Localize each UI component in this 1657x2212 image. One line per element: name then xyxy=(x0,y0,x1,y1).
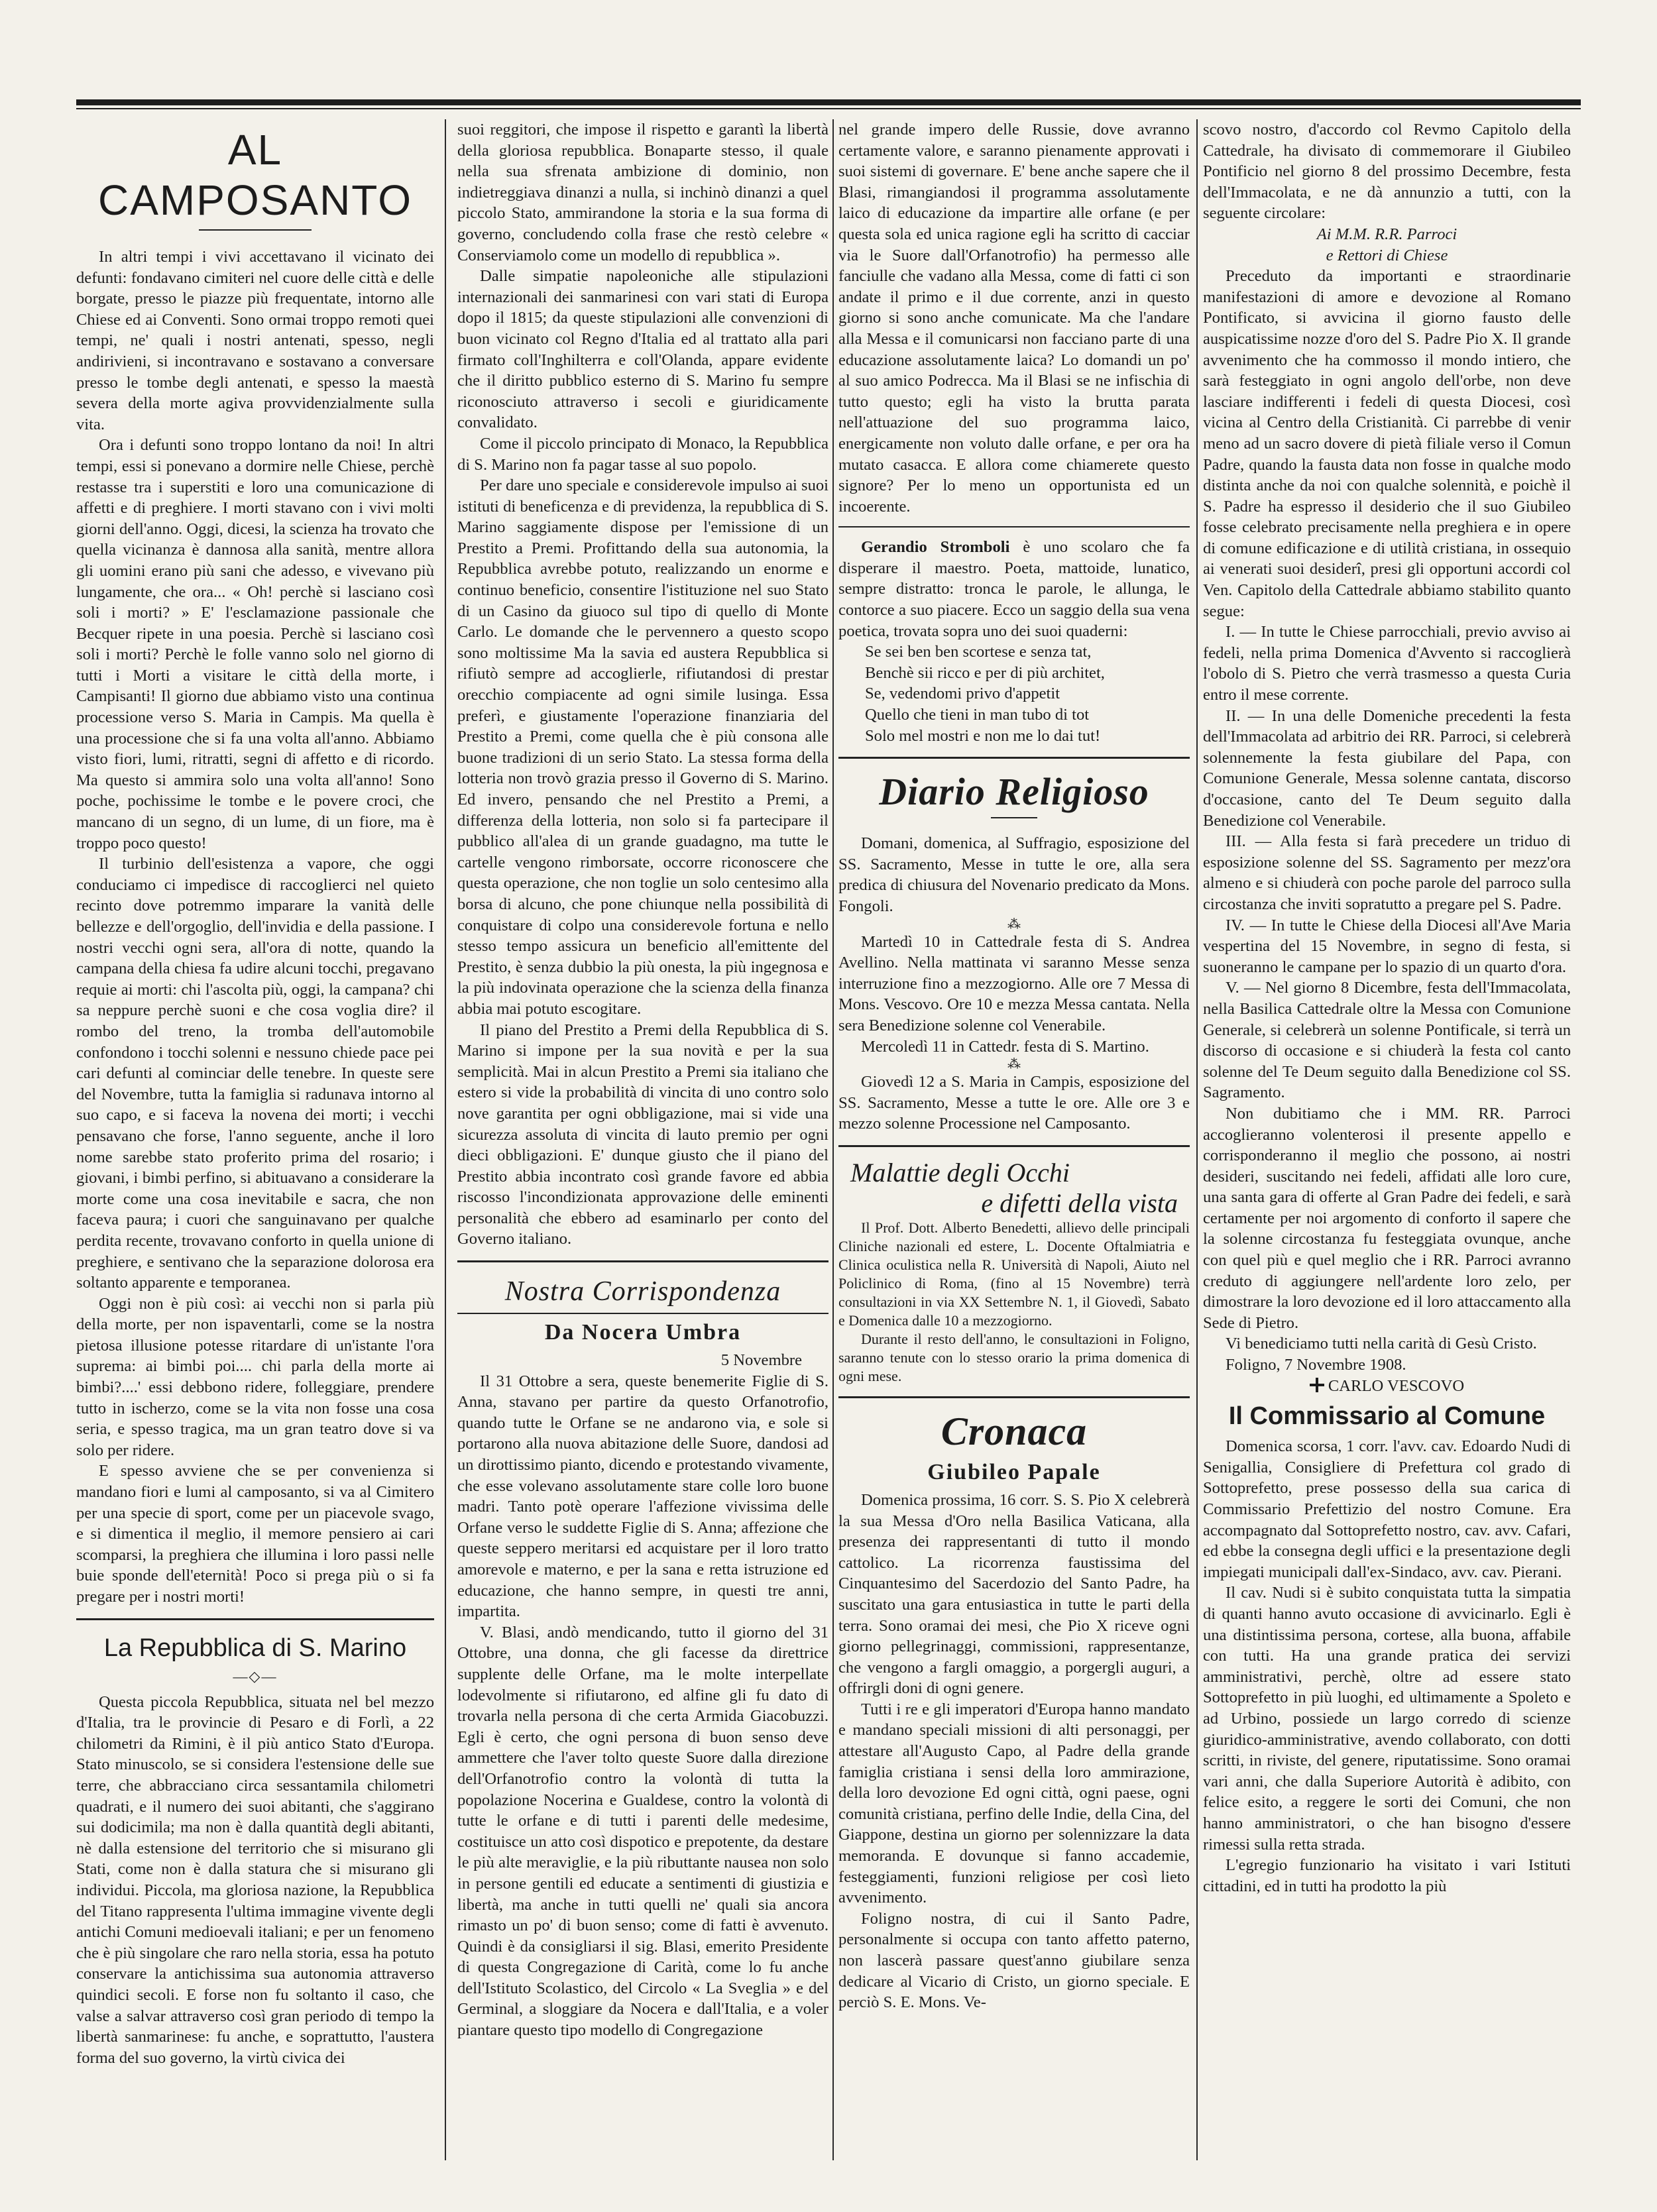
ad-title: Malattie degli Occhi xyxy=(850,1157,1070,1188)
paragraph: E spesso avviene che se per convenienza si mandano fiori e lumi al camposanto, si va al Cimitero per una specie di sport, come per un piacevole svago, e si dimentica il meglio, il memore pensiero ai cari scomparsi, la preghiera che illumina i loro passi nelle buie sponde dell'eternità! Poco si prega più o si fa pregare per i nostri morti! xyxy=(76,1462,434,1606)
paragraph: Mercoledì 11 in Cattedr. festa di S. Martino. xyxy=(861,1037,1149,1056)
paragraph xyxy=(838,537,1190,641)
paragraph: Foligno nostra, di cui il Santo Padre, personalmente si occupa con tanto affetto paterno, non lascerà passare quest'anno giubilare senza dedicare al Vicario di Cristo, un giorno speciale. E perciò S. E. Mons. Ve- xyxy=(838,1909,1190,2012)
paragraph: Il turbinio dell'esistenza a vapore, che oggi conduciamo ci impedisce di raccoglierci nel quieto recinto dove potremmo imparare la vanità delle bellezze e dell'orgoglio, dell'invidia e della passione. I nostri vecchi ogni sera, all'ora di notte, quando la campana della chiesa fa udire alcuni tocchi, pregavano requie ai morti: chi l'ascolta più, oggi, la campana? chi sa neppure perchè suoni e che cosa voglia dire? il rombo del treno, la tromba dell'automobile confondono i tocchi solenni e nessuno chiede pace pei cari defunti al cominciar delle tenebre. In queste sere del Novembre, tutta la famiglia si radunava intorno al suo capo, e si faceva la novena dei morti; i vecchi pensavano che forse, l'anno seguente, anche il loro nome sarebbe stato proferito prima del rosario; i giovani, i bimbi perfino, si abituavano a considerare la morte come una cosa inevitabile e sacra, che non faceva paura; i cuori che sanguinavano per qualche perdita recente, trovavano conforto in quella unione di preghiere, e sentivano che la separazione dolorosa era soltanto apparente e temporanea. xyxy=(76,855,434,1292)
paragraph: In altri tempi i vivi accettavano il vicinato dei defunti: fondavano cimiteri nel cuore delle città e delle borgate, presso le piazze più frequentate, intorno alle Chiese ed ai Conventi. Sono ormai troppo remoti quei tempi, ne' quali i nostri antenati, spesso, negli andirivieni, si incontravano e sostavano a conversare presso le tombe degli antenati, e spesso la maestà severa della morte agiva provvidenzialmente sulla vita. xyxy=(76,248,434,433)
section-banner: Diario Religioso xyxy=(879,770,1149,814)
ornament-icon: —◇— xyxy=(233,1667,278,1685)
verse-line: Se sei ben ben scortese e senza tat, xyxy=(865,643,1092,661)
banner-underline xyxy=(991,817,1037,818)
ad-title: e difetti della vista xyxy=(981,1188,1178,1218)
verse-line: Quello che tieni in man tubo di tot xyxy=(865,706,1090,724)
article-title: Giubileo Papale xyxy=(927,1459,1101,1484)
paragraph: III. — Alla festa si farà precedere un triduo di esposizione solenne del SS. Sagramento per mezz'ora almeno e si chiuderà con poche parole del parroco sulla circostanza che inviti sopratutto a pregare pel S. Padre. xyxy=(1203,832,1571,913)
paragraph: Oggi non è più così: ai vecchi non si parla più della morte, per non ispaventarli, come se la nostra pietosa illusione potesse ritardare di un'istante l'ora suprema: ai bimbi poi.... chi parla della morte ai bimbi?....' essi debbono ridere, folleggiare, prendere tutto in ischerzo, come se la vita non fosse una cosa seria, e spesso tragica, ma un gran teatro dove si va solo per ridere. xyxy=(76,1294,434,1459)
section-rule xyxy=(838,526,1190,527)
paragraph: Domani, domenica, al Suffragio, esposizione del SS. Sacramento, Messe in tutte le ore, alla sera predica di chiusura del Novenario predicato da Mons. Fongoli. xyxy=(838,834,1190,915)
paragraph: Tutti i re e gli imperatori d'Europa hanno mandato e mandano speciali missioni di alti personaggi, per attestare all'Augusto Capo, al Padre della grande famiglia cristiana i sensi della loro ammirazione, della loro devozione Ed ogni città, ogni paese, ogni comunità cristiana, perfino delle Indie, della Cina, del Giappone, destina un giorno per solennizzare la data memoranda. E dovunque si fanno accademie, festeggiamenti, funzioni religiose per così lieto avvenimento. xyxy=(838,1700,1190,1907)
paragraph-text: è uno scolaro che fa disperare il maestro. Poeta, mattoide, lunatico, sempre distratto: tronca le parole, le allunga, le contorce a suo piacere. Ecco un saggio della sua vena poetica, trovata sopra uno dei suoi quaderni: xyxy=(838,538,1190,640)
paragraph: scovo nostro, d'accordo col Revmo Capitolo della Cattedrale, ha divisato di commemorare il Giubileo Pontificio nel giorno 8 del prossimo Decembre, festa dell'Immacolata, e ne dà annunzio a tutti, con la seguente circolare: xyxy=(1203,121,1571,223)
paragraph: nel grande impero delle Russie, dove avranno certamente valore, e saranno pienamente approvati i suoi sistemi di governare. E' bene anche sapere che il Blasi, rimangiandosi il programma assolutamente laico di educazione da impartire alle orfane (e per questa sola ed unica ragione egli ha scritto di cacciar via le Suore dall'Orfanotrofio) ha permesso alle fanciulle che vadano alla Messa, come di fatti ci son andate il primo e il due corrente, anzi in questo giorno si sono anche comunicate. Ma che l'andare alla Messa e il comunicarsi non facciano parte di una educazione assolutamente laica? Lo domandi un po' al suo amico Podrecca. Ma il Blasi se ne infischia di tutto questo; egli ha visto la brutta parata nell'attuazione del suo programma laico, energicamente non voluto dalle orfane, e per ora ha mutato casacca. E allora come chiamerete questo signore? Per lo meno un opportunista ed un incoerente. xyxy=(838,121,1190,516)
top-rule-thin xyxy=(76,108,1581,109)
paragraph: Per dare uno speciale e considerevole impulso ai suoi istituti di beneficenza e di previdenza, la repubblica di S. Marino saggiamente dispose per l'emissione di un Prestito a Premi. Profittando della sua autonomia, la Repubblica avrebbe potuto, realizzando un enorme e continuo beneficio, consentire l'istituzione nel suo Stato di un Casino da giuoco sul tipo di quello di Monte Carlo. Le domande che le pervennero a questo scopo sono moltissime Ma la savia ed austera Repubblica si rifiutò sempre ad accoglierle, rifiutandosi di prestar orecchio compiacente ad ogni simile lusinga. Essa preferì, e giustamente l'operazione finanziaria del Prestito a Premi, come quella che è più consona alle buone tradizioni di un serio Stato. La stessa forma della lotteria non trovò grazia presso il Governo di S. Marino. Ed invero, pensando che nel Prestito a Premi, a differenza della lotteria, non solo si fa partecipare il pubblico all'alea di un grande guadagno, ma tutte le cartelle vengono rimborsate, occorre riconoscere che questa operazione, che non toglie un solo centesimo alla borsa di alcuno, che pone chiunque nella possibilità di conquistare di colpo una considerevole fortuna e nello stesso tempo assicura un beneficio all'emittente del Prestito, è senza dubbio la più onesta, la più ingegnosa e la più indovinata operazione che la scienza della finanza abbia mai potuto escogitare. xyxy=(457,476,828,1018)
dateline: Foligno, 7 Novembre 1908. xyxy=(1226,1356,1406,1374)
paragraph: Il Prof. Dott. Alberto Benedetti, allievo delle principali Cliniche nazionali ed estere, L. Docente Oftalmiatria e Clinica oculistica nella R. Università di Napoli, Aiuto nel Policlinico di Roma, (fino al 15 Novembre) terrà consultazioni in via XX Settembre N. 1, il Giovedì, Sabato e Domenica dalle 10 a mezzogiorno. xyxy=(838,1219,1190,1329)
article-title: Il Commissario al Comune xyxy=(1228,1402,1546,1431)
paragraph: Ora i defunti sono troppo lontano da noi! In altri tempi, essi si ponevano a dormire nelle Chiese, perchè restasse tra i superstiti e loro una comunicazione di affetti e di preghiere. I morti stavano con i vivi molti giorni dell'anno. Oggi, dicesi, la scienza ha trovato che quella vicinanza è dannosa alla sanità, mentre allora gli uomini erano più sani che adesso, e vivevano più lungamente, che ora... « Oh! perchè si lasciano così soli i morti? » E' l'esclamazione passionale che Becquer ripete in una poesia. Perchè si lasciano così soli i morti? Perchè le folle vanno solo nel giorno di tutti i Morti a visitare le città della morte, i Campisanti! Il giorno due abbiamo visto una continua processione verso S. Maria in Campis. Ma quella è una processione che si fa una volta all'anno. Abbiamo visto fiori, lumi, ritratti, segni di affetto e di ricordo. Ma questo si ammira solo una volta all'anno! Sono poche, pochissime le tombe e le povere croci, che mancano di un segno, di un lume, di un fiore, ma è troppo poco questo! xyxy=(76,436,434,852)
dateline: 5 Novembre xyxy=(720,1351,802,1370)
verse-line: Solo mel mostri e non me lo dai tut! xyxy=(865,726,1101,745)
paragraph: Il piano del Prestito a Premi della Repubblica di S. Marino si impone per la sua novità e per la sua semplicità. Mai in alcun Prestito a Premi sia italiano che estero si vide la probabilità di vincita di uno contro solo nove garantita per ogni obbligazione, mai si vide una sicurezza assoluta di vincita di lauto premio per ogni dieci obbligazioni. E' dunque giusto che il piano del Prestito abbia incontrato così grande favore ed abbia riscosso l'incondizionata approvazione delle eminenti personalità che ebbero ad esaminarlo per conto del Governo italiano. xyxy=(457,1021,828,1248)
article-title: AL CAMPOSANTO xyxy=(98,126,412,224)
section-rule xyxy=(457,1260,828,1262)
paragraph: Domenica scorsa, 1 corr. l'avv. cav. Edoardo Nudi di Senigallia, Consigliere di Prefettura col grado di Sottoprefetto, prese possesso della sua carica di Commissario Prefettizio del nostro Comune. Era accompagnato dal Sottoprefetto nostro, cav. avv. Cafari, ed ebbe la consegna degli uffici e la presentazione degli impiegati municipali dall'ex-Sindaco, avv. cav. Pierani. xyxy=(1203,1437,1571,1581)
paragraph: Il 31 Ottobre a sera, queste benemerite Figlie di S. Anna, stavano per partire da questo Orfanotrofio, quando tutte le Orfane se ne andarono via, e sole si portarono alla nuova abitazione delle Suore, dandosi ad un dirottissimo pianto, dicendo e protestando vivamente, che esse volevano assolutamente stare colle loro buone madri. Tanto potè operare l'affezione vivissima delle Orfane verso le suddette Figlie di S. Anna; affezione che queste seppero meritarsi ed acquistare per il loro tratto amorevole e materno, e per la sana e retta istruzione ed educazione, che hanno sempre, in questi tre anni, impartita. xyxy=(457,1372,828,1621)
column-rule xyxy=(832,119,834,2160)
paragraph: L'egregio funzionario ha visitato i vari Istituti cittadini, ed in tutti ha prodotto la più xyxy=(1203,1856,1571,1895)
paragraph: Durante il resto dell'anno, le consultazioni in Foligno, saranno tenute con lo stesso orario la prima domenica di ogni mese. xyxy=(838,1330,1190,1384)
paragraph: IV. — In tutte le Chiese della Diocesi all'Ave Maria vespertina del 15 Novembre, in segno di festa, si suoneranno le campane per lo spazio di un quarto d'ora. xyxy=(1203,916,1571,976)
paragraph: Il cav. Nudi si è subito conquistata tutta la simpatia di quanti hanno avuto occasione di avvicinarlo. Egli è una distintissima persona, cortese, alla buona, affabile con tutti. Ha una grande pratica dei servizi amministrativi, perchè, oltre ad essere stato Sottoprefetto in più luoghi, ed ultimamente a Spoleto e ad Urbino, possiede un largo corredo di scienze giuridico-amministrative, avendo collaborato, con dotti scritti, in riviste, del genere, riputatissime. Sono oramai vari anni, che dalla Superiore Autorità è adibito, con felice esito, a reggere le sorti dei Comuni, che non hanno amministratori, o che han bisogno d'essere rimessi sulla retta strada. xyxy=(1203,1584,1571,1853)
signature xyxy=(1203,1376,1571,1397)
asterism-icon: ⁂ xyxy=(1007,916,1021,932)
paragraph: Preceduto da importanti e straordinarie manifestazioni di amore e devozione al Romano Pontificato, si avvicina il giorno fausto delle auspicatissime nozze d'oro del S. Padre Pio X. Il grande avvenimento che ha commosso il mondo intiero, che sarà festeggiato in ogni angolo dell'orbe, non deve lasciare indifferenti i fedeli di questa Diocesi, così vicina al Centro della Cristianità. Ci parrebbe di venir meno ad un sacro dovere di pietà filiale verso il Comun Padre, quando la fausta data non fosse in qualche modo distinta anche da noi con qualche solennità, e poichè il S. Padre ha espresso il desiderio che il suo Giubileo fosse celebrato precisamente nella preghiera e in opere di comune edificazione e di utilità cristiana, in ossequio ai venerati suoi desiderî, presi gli opportuni accordi col Ven. Capitolo della Cattedrale abbiamo stabilito quanto segue: xyxy=(1203,267,1571,620)
addressee: Ai M.M. R.R. Parroci xyxy=(1316,225,1457,243)
paragraph: suoi reggitori, che impose il rispetto e garantì la libertà della gloriosa repubblica. Bonaparte stesso, il quale nella sua sfrenata ambizione di dominio, non indietreggiava dinanzi a nulla, si inchinò dinanzi a quel piccolo Stato, ammirandone la storia e la sua forma di governo, concludendo colla frase che restò celebre « Conserviamolo come un modello di repubblica ». xyxy=(457,121,828,264)
column-3 xyxy=(838,119,1190,2160)
paragraph: Vi benediciamo tutti nella carità di Gesù Cristo. xyxy=(1226,1335,1537,1353)
signature-text: CARLO VESCOVO xyxy=(1328,1376,1465,1395)
section-banner: Cronaca xyxy=(941,1409,1088,1453)
article-title: Da Nocera Umbra xyxy=(544,1320,742,1345)
column-1 xyxy=(76,119,434,2160)
asterism-icon: ⁂ xyxy=(1007,1057,1021,1072)
paragraph: II. — In una delle Domeniche precedenti la festa dell'Immacolata ad arbitrio dei RR. Parroci, si celebrerà solennemente la festa giubilare del Papa, con Comunione Generale, Messa solenne cantata, discorso d'occasione, canto del Te Deum seguito dalla Benedizione col Venerabile. xyxy=(1203,706,1571,830)
column-rule xyxy=(445,119,446,2160)
addressee: e Rettori di Chiese xyxy=(1326,246,1448,264)
paragraph: V. — Nel giorno 8 Dicembre, festa dell'Immacolata, nella Basilica Cattedrale oltre la Messa con Comunione Generale, si celebrerà un solenne Pontificale, si terrà un discorso di occasione e si chiuderà la festa col canto solenne del Te Deum seguito dalla Benedizione col SS. Sagramento. xyxy=(1203,979,1571,1102)
section-rule xyxy=(838,1396,1190,1398)
paragraph: Giovedì 12 a S. Maria in Campis, esposizione del SS. Sacramento, Messe a tutte le ore. Alle ore 3 e mezzo solenne Processione nel Camposanto. xyxy=(838,1073,1190,1133)
section-rule xyxy=(838,1145,1190,1147)
column-rule xyxy=(1196,119,1198,2160)
verse-line: Benchè sii ricco e per di più architet, xyxy=(865,663,1105,682)
bold-lead: Gerandio Stromboli xyxy=(861,538,1010,557)
paragraph: Martedì 10 in Cattedrale festa di S. Andrea Avellino. Nella mattinata vi saranno Messe senza interruzione fino a mezzogiorno. Alle ore 7 Messa di Mons. Vescovo. Ore 10 e mezza Messa cantata. Nella sera Benedizione solenne col Venerabile. xyxy=(838,932,1190,1034)
paragraph: Domenica prossima, 16 corr. S. S. Pio X celebrerà la sua Messa d'Oro nella Basilica Vaticana, alla presenza dei rappresentanti di tutto il mondo cattolico. La ricorrenza faustissima del Cinquantesimo del Sacerdozio del Santo Padre, ha suscitato una gara entusiastica in tutte le parti della terra. Sono oramai dei mesi, che Pio X riceve ogni giorno pellegrinaggi, commissioni, rappresentanze, che vengono a fargli omaggio, a porgergli auguri, a offrirgli doni di ogni genere. xyxy=(838,1490,1190,1698)
article-title: La Repubblica di S. Marino xyxy=(103,1633,407,1662)
section-banner: Nostra Corrispondenza xyxy=(457,1273,828,1314)
section-rule xyxy=(838,757,1190,759)
cross-icon xyxy=(1310,1378,1324,1392)
paragraph: Dalle simpatie napoleoniche alle stipulazioni internazionali dei sanmarinesi con vari stati di Europa dopo il 1815; da queste stipulazioni alle convenzioni di buon vicinato col Regno d'Italia ed al trattato alla pari firmato coll'Inghilterra e coll'Olanda, appare evidente che il diritto pubblico esterno di S. Marino fu sempre riconosciuto attraverso i secoli e giuridicamente convalidato. xyxy=(457,267,828,432)
paragraph: Come il piccolo principato di Monaco, la Repubblica di S. Marino non fa pagar tasse al suo popolo. xyxy=(457,434,828,474)
column-4 xyxy=(1203,119,1571,2160)
paragraph: Questa piccola Repubblica, situata nel bel mezzo d'Italia, tra le provincie di Pesaro e di Forlì, a 22 chilometri da Rimini, è il più antico Stato d'Europa. Stato minuscolo, se si considera l'estensione delle sue terre, che abbracciano circa sessantamila chilometri quadrati, e il numero dei suoi abitanti, che s'aggirano sui dodicimila; ma non è dalla quantità degli abitanti, nè dalla estensione del territorio che si misurano gli Stati, come non è dalla statura che si misurano gli individui. Piccola, ma gloriosa nazione, la Repubblica del Titano rappresenta l'ultima immagine vivente degli antichi Comuni medioevali italiani; e per un fenomeno che è più singolare che raro nella storia, essa ha potuto conservare la antichissima sua autonomia attraverso quindici secoli. E forse non fu soltanto il caso, che valse a salvar attraverso così gran periodo di tempo la libertà sanmarinese: fu anche, e soprattutto, l'austera forma del suo governo, la virtù civica dei xyxy=(76,1692,434,2067)
column-2 xyxy=(457,119,828,2160)
paragraph: Non dubitiamo che i MM. RR. Parroci accoglieranno volenterosi il presente appello e corrisponderanno il meglio che possono, ai nostri desideri, suscitando nei fedeli, affidati alle loro cure, una santa gara di offerte al Gran Padre dei fedeli, e sarà certamente per noi argomento di conforto il sapere che la solenne circostanza fu festeggiata ovunque, anche con quel più e quel meglio che i RR. Parroci avranno creduto di aggiungere nell'ardente loro zelo, per dimostrare la loro devozione ed il loro attaccamento alla Sede di Pietro. xyxy=(1203,1104,1571,1332)
paragraph: I. — In tutte le Chiese parrocchiali, previo avviso ai fedeli, nella prima Domenica d'Avvento si raccoglierà l'obolo di S. Pietro che verrà trasmesso a questa Curia entro il mese corrente. xyxy=(1203,623,1571,704)
title-underline xyxy=(199,229,312,231)
paragraph: V. Blasi, andò mendicando, tutto il giorno del 31 Ottobre, una donna, che gli facesse da direttrice supplente delle Orfane, ma le molte interpellate lodevolmente si rifiutarono, ed alfine gli fu dato di trovarla nella persona di che certa Armida Giacobuzzi. Egli è certo, che ogni persona di buon senso deve ammettere che l'aver tolto queste Suore dalla direzione dell'Orfanotrofio contro la volontà di tutta la popolazione Nocerina e Gualdese, contro la volontà di tutte le orfane e di tutti i parenti delle medesime, costituisce un atto così dispotico e prepotente, da destare le più alte meraviglie, e la più ributtante nausea non solo in persone gentili ed educate a sentimenti di giustizia e libertà, ma anche in tutti quelli ne' quali sia ancora rimasto un po' di buon senso; come di fatti è avvenuto. Quindi è da consigliarsi il sig. Blasi, emerito Presidente di questa Congregazione di Carità, come lo fu anche dell'Istituto Scolastico, del Circolo « La Sveglia » e del Germinal, a sloggiare da Nocera e dall'Italia, e a voler piantare questo tipo modello di Congregazione xyxy=(457,1623,828,2040)
top-rule xyxy=(76,99,1581,105)
section-rule xyxy=(76,1618,434,1620)
verse-line: Se, vedendomi privo d'appetit xyxy=(865,685,1060,703)
